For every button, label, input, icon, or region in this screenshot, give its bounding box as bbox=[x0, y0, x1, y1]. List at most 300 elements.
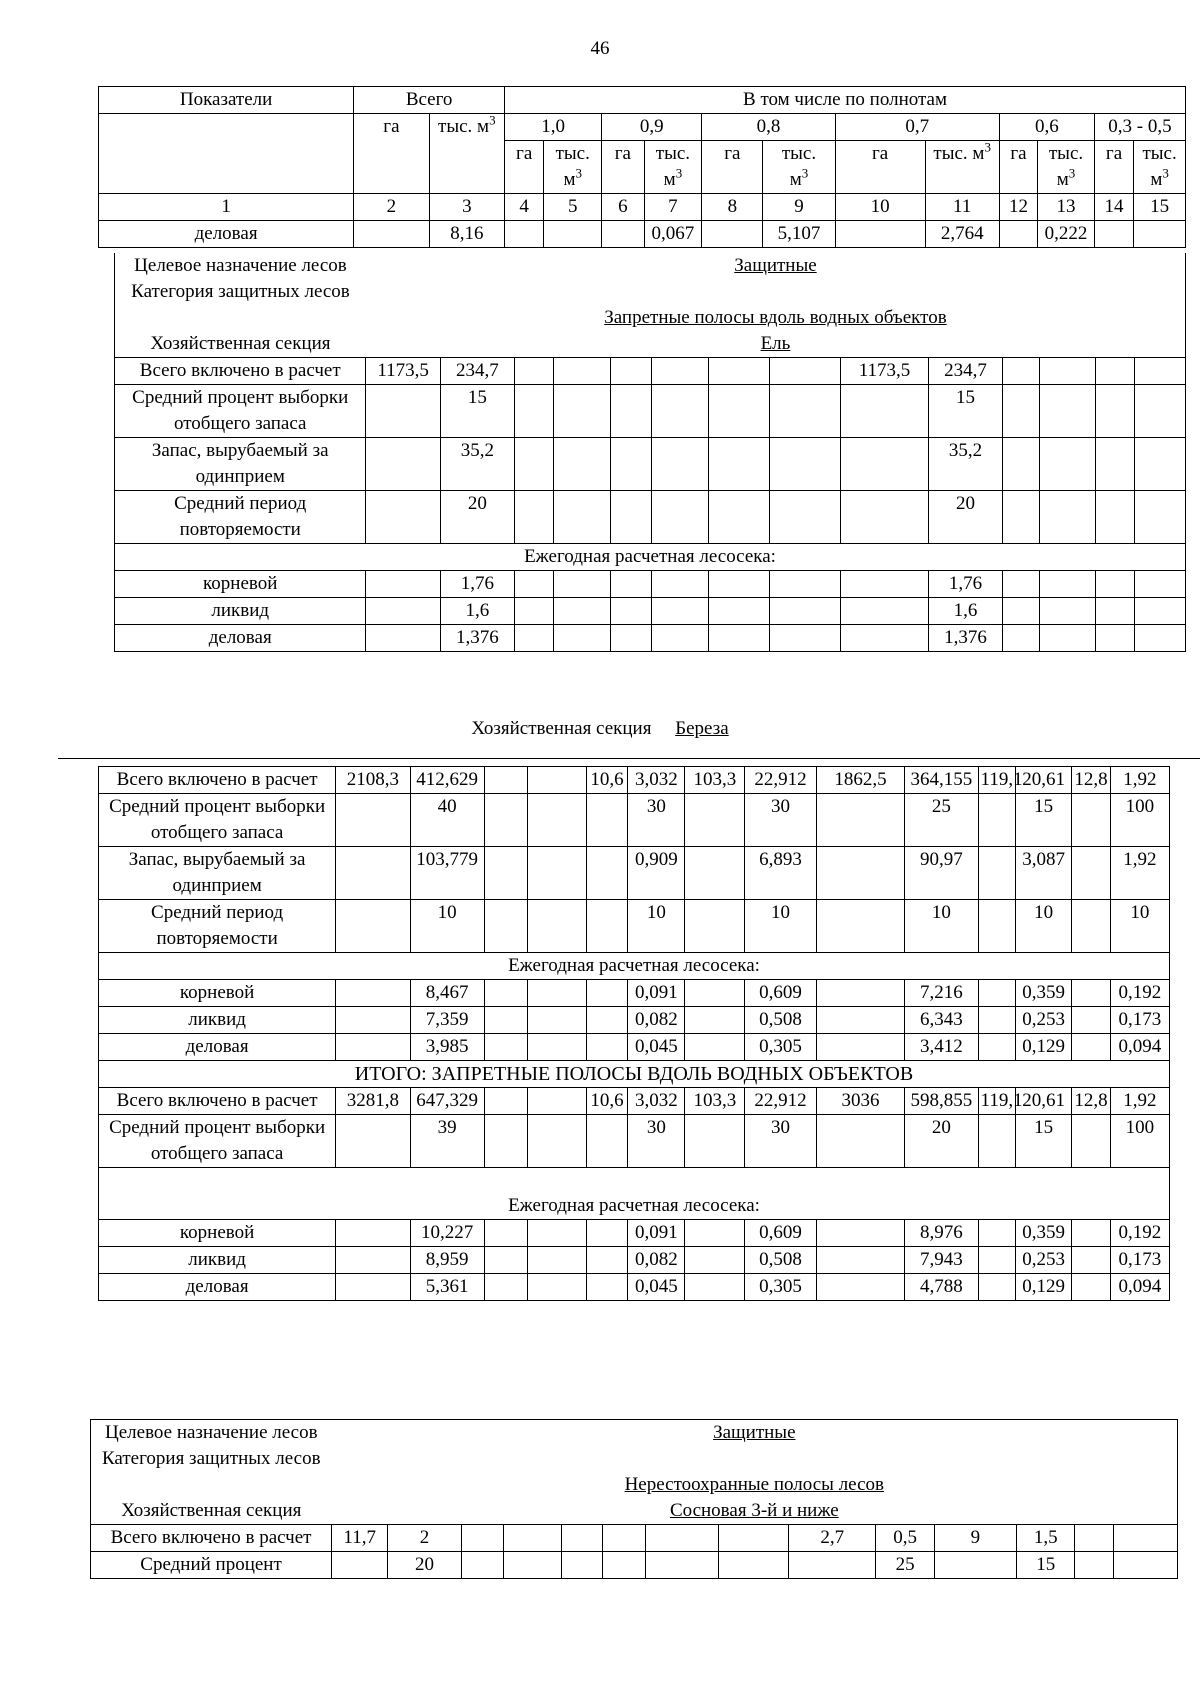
table-cell: 12,8 bbox=[1072, 767, 1111, 794]
table-cell: 0,5 bbox=[876, 1525, 934, 1552]
sub-ha: га bbox=[602, 141, 644, 194]
table-cell bbox=[1072, 900, 1111, 953]
table-cell bbox=[1134, 358, 1185, 385]
header-by-density: В том числе по полнотам bbox=[505, 87, 1186, 114]
table-cell bbox=[366, 438, 440, 491]
table-cell bbox=[366, 571, 440, 598]
table-cell bbox=[1072, 1274, 1111, 1301]
table-cell bbox=[816, 1220, 905, 1247]
sub-thous: тыс. $м^3$ bbox=[763, 141, 835, 194]
table-cell: 10,6 bbox=[586, 1088, 628, 1115]
table-cell bbox=[503, 1552, 561, 1579]
table-cell bbox=[702, 221, 763, 248]
section-table-sosnovaya bbox=[90, 1419, 1178, 1579]
table-cell: 3,087 bbox=[1016, 847, 1072, 900]
table-cell bbox=[366, 491, 440, 544]
column-number: 14 bbox=[1094, 194, 1133, 221]
sub-thous: тыс. $м^3$ bbox=[1134, 141, 1186, 194]
total-title: ИТОГО: ЗАПРЕТНЫЕ ПОЛОСЫ ВДОЛЬ ВОДНЫХ ОБЪЕКТОВ bbox=[99, 1061, 1170, 1088]
table-cell: 0,173 bbox=[1110, 1247, 1169, 1274]
table-cell: 0,045 bbox=[628, 1034, 685, 1061]
table-cell bbox=[610, 571, 652, 598]
table-cell: 4,788 bbox=[905, 1274, 978, 1301]
table-cell bbox=[484, 1007, 527, 1034]
density-0-6: 0,6 bbox=[999, 114, 1094, 141]
table-cell bbox=[332, 1552, 388, 1579]
table-cell: 234,7 bbox=[929, 358, 1002, 385]
table-cell: 2,7 bbox=[789, 1525, 876, 1552]
table-cell bbox=[685, 1247, 745, 1274]
header-thous-m3: тыс. $м^3$ bbox=[429, 114, 504, 194]
table-cell bbox=[769, 358, 840, 385]
table-cell bbox=[336, 1007, 410, 1034]
table-cell: 30 bbox=[628, 794, 685, 847]
table-cell bbox=[816, 1034, 905, 1061]
table-cell bbox=[685, 1220, 745, 1247]
table-cell bbox=[527, 1247, 586, 1274]
table-cell bbox=[652, 571, 709, 598]
table-cell bbox=[527, 1220, 586, 1247]
table-cell bbox=[515, 625, 554, 652]
table-cell: 0,082 bbox=[628, 1247, 685, 1274]
table-cell: 0,609 bbox=[745, 980, 816, 1007]
row-label: Средний процент выборки отобщего запаса bbox=[99, 794, 336, 847]
table-cell: 0,909 bbox=[628, 847, 685, 900]
table-cell: 0,508 bbox=[745, 1247, 816, 1274]
table-cell bbox=[515, 571, 554, 598]
annual-cut-title: Ежегодная расчетная лесосека: bbox=[99, 953, 1170, 980]
table-cell bbox=[652, 385, 709, 438]
table-cell: 7,216 bbox=[905, 980, 978, 1007]
table-cell bbox=[835, 221, 925, 248]
table-cell bbox=[586, 980, 628, 1007]
table-cell: 100 bbox=[1110, 1115, 1169, 1168]
table-cell bbox=[1002, 358, 1040, 385]
table-cell bbox=[934, 1552, 1016, 1579]
table-cell bbox=[336, 1034, 410, 1061]
table-cell: 1,376 bbox=[440, 625, 514, 652]
table-cell bbox=[1002, 385, 1040, 438]
sub-thous: тыс. $м^3$ bbox=[544, 141, 602, 194]
table-cell bbox=[354, 221, 429, 248]
column-number: 12 bbox=[999, 194, 1037, 221]
table-cell: 0,094 bbox=[1110, 1274, 1169, 1301]
table-cell bbox=[610, 598, 652, 625]
table-cell bbox=[484, 767, 527, 794]
row-label: деловая bbox=[99, 221, 354, 248]
row-label: Запас, вырубаемый за одинприем bbox=[115, 438, 366, 491]
table-row bbox=[115, 358, 1186, 385]
table-cell: 7,359 bbox=[410, 1007, 484, 1034]
divider bbox=[58, 758, 1200, 759]
table-cell: 8,976 bbox=[905, 1220, 978, 1247]
row-label: ликвид bbox=[99, 1247, 336, 1274]
row-label: деловая bbox=[99, 1274, 336, 1301]
section-table-el bbox=[114, 253, 1186, 652]
category-label: Категория защитных лесов bbox=[115, 279, 366, 331]
table-cell bbox=[610, 358, 652, 385]
table-cell: 103,3 bbox=[685, 767, 745, 794]
table-cell bbox=[1040, 491, 1096, 544]
table-cell: 15 bbox=[1016, 1115, 1072, 1168]
table-cell bbox=[1075, 1525, 1113, 1552]
purpose-label: Целевое назначение лесов bbox=[115, 253, 366, 279]
row-label: Запас, вырубаемый за одинприем bbox=[99, 847, 336, 900]
column-number: 11 bbox=[925, 194, 999, 221]
table-cell bbox=[1072, 1034, 1111, 1061]
table-cell: 0,067 bbox=[644, 221, 702, 248]
table-cell: 1,6 bbox=[440, 598, 514, 625]
table-cell bbox=[484, 1115, 527, 1168]
density-0-8: 0,8 bbox=[702, 114, 835, 141]
table-cell bbox=[527, 1115, 586, 1168]
table-cell: 0,508 bbox=[745, 1007, 816, 1034]
table-cell bbox=[685, 1007, 745, 1034]
table-cell bbox=[527, 1034, 586, 1061]
table-row bbox=[115, 385, 1186, 438]
table-cell bbox=[503, 1525, 561, 1552]
table-cell: 35,2 bbox=[929, 438, 1002, 491]
row-label: Средний процент bbox=[91, 1552, 332, 1579]
table-cell: 8,467 bbox=[410, 980, 484, 1007]
table-row bbox=[99, 767, 1170, 794]
table-cell: 3036 bbox=[816, 1088, 905, 1115]
table-cell bbox=[709, 571, 769, 598]
table-cell bbox=[461, 1525, 503, 1552]
sub-ha: га bbox=[999, 141, 1037, 194]
section-value: Сосновая 3-й и ниже bbox=[669, 1500, 839, 1521]
table-cell bbox=[527, 767, 586, 794]
row-label: Средний процент выборки отобщего запаса bbox=[99, 1115, 336, 1168]
table-cell: 10 bbox=[410, 900, 484, 953]
table-row bbox=[99, 1007, 1170, 1034]
table-cell bbox=[652, 438, 709, 491]
table-cell bbox=[685, 980, 745, 1007]
row-label: Всего включено в расчет bbox=[99, 1088, 336, 1115]
table-cell bbox=[978, 980, 1016, 1007]
table-cell: 10 bbox=[745, 900, 816, 953]
table-cell bbox=[978, 1034, 1016, 1061]
table-cell bbox=[1134, 625, 1185, 652]
header-ha: га bbox=[354, 114, 429, 194]
table-cell: 1,376 bbox=[929, 625, 1002, 652]
table-cell bbox=[527, 1007, 586, 1034]
table-cell: 2108,3 bbox=[336, 767, 410, 794]
table-cell bbox=[1096, 438, 1135, 491]
table-cell: 412,629 bbox=[410, 767, 484, 794]
table-cell bbox=[789, 1552, 876, 1579]
table-cell bbox=[484, 900, 527, 953]
table-cell bbox=[840, 598, 929, 625]
table-row bbox=[99, 1088, 1170, 1115]
table-cell bbox=[515, 598, 554, 625]
column-number: 6 bbox=[602, 194, 644, 221]
table-cell bbox=[769, 385, 840, 438]
table-row bbox=[99, 1220, 1170, 1247]
table-cell bbox=[1040, 358, 1096, 385]
table-cell bbox=[1113, 1525, 1178, 1552]
table-cell bbox=[1040, 571, 1096, 598]
table-cell: 0,129 bbox=[1016, 1274, 1072, 1301]
table-cell: 20 bbox=[388, 1552, 461, 1579]
table-cell bbox=[718, 1525, 788, 1552]
table-cell bbox=[646, 1525, 718, 1552]
table-cell: 0,359 bbox=[1016, 1220, 1072, 1247]
table-cell bbox=[562, 1525, 603, 1552]
table-cell bbox=[553, 491, 610, 544]
section-label: Хозяйственная секция bbox=[115, 331, 366, 358]
table-cell bbox=[1096, 598, 1135, 625]
column-number: 13 bbox=[1038, 194, 1095, 221]
table-cell bbox=[586, 1274, 628, 1301]
table-cell: 30 bbox=[628, 1115, 685, 1168]
table-cell: 15 bbox=[1017, 1552, 1075, 1579]
table-cell: 20 bbox=[440, 491, 514, 544]
table-cell: 5,107 bbox=[763, 221, 835, 248]
table-cell bbox=[336, 1247, 410, 1274]
density-0-7: 0,7 bbox=[835, 114, 999, 141]
table-cell bbox=[527, 1088, 586, 1115]
table-cell: 0,094 bbox=[1110, 1034, 1169, 1061]
table-cell bbox=[553, 385, 610, 438]
table-cell: 1173,5 bbox=[840, 358, 929, 385]
column-number: 15 bbox=[1134, 194, 1186, 221]
table-cell bbox=[1134, 385, 1185, 438]
row-label: Средний период повторяемости bbox=[115, 491, 366, 544]
table-cell: 20,61 bbox=[1016, 1088, 1072, 1115]
column-number: 8 bbox=[702, 194, 763, 221]
table-cell: 1,5 bbox=[1017, 1525, 1075, 1552]
table-cell: 40 bbox=[410, 794, 484, 847]
sub-thous: тыс. $м^3$ bbox=[1038, 141, 1095, 194]
row-label: деловая bbox=[99, 1034, 336, 1061]
table-cell bbox=[484, 794, 527, 847]
table-cell bbox=[553, 571, 610, 598]
row-label: Всего включено в расчет bbox=[99, 767, 336, 794]
table-cell: 3,985 bbox=[410, 1034, 484, 1061]
table-cell: 100 bbox=[1110, 794, 1169, 847]
table-cell bbox=[840, 491, 929, 544]
table-cell bbox=[366, 598, 440, 625]
table-cell bbox=[1072, 1007, 1111, 1034]
table-row bbox=[91, 1525, 1178, 1552]
section-value: Ель bbox=[760, 333, 791, 354]
row-label: ликвид bbox=[115, 598, 366, 625]
table-cell: 0,173 bbox=[1110, 1007, 1169, 1034]
table-cell bbox=[718, 1552, 788, 1579]
row-label: корневой bbox=[99, 980, 336, 1007]
table-cell: 0,192 bbox=[1110, 1220, 1169, 1247]
sub-ha: га bbox=[1094, 141, 1133, 194]
table-cell bbox=[336, 1115, 410, 1168]
table-cell bbox=[840, 571, 929, 598]
table-cell bbox=[527, 980, 586, 1007]
table-cell bbox=[1096, 571, 1135, 598]
table-cell: 3,412 bbox=[905, 1034, 978, 1061]
table-cell: 20 bbox=[905, 1115, 978, 1168]
table-cell: 0,253 bbox=[1016, 1007, 1072, 1034]
table-cell bbox=[1040, 385, 1096, 438]
table-cell: 35,2 bbox=[440, 438, 514, 491]
table-cell: 30 bbox=[745, 1115, 816, 1168]
table-cell bbox=[610, 625, 652, 652]
column-number: 2 bbox=[354, 194, 429, 221]
table-cell bbox=[586, 1007, 628, 1034]
table-row bbox=[99, 1034, 1170, 1061]
table-cell bbox=[527, 1274, 586, 1301]
header-indicators: Показатели bbox=[99, 87, 354, 114]
table-cell bbox=[685, 900, 745, 953]
table-cell: 1,6 bbox=[929, 598, 1002, 625]
column-number: 5 bbox=[544, 194, 602, 221]
row-label: Средний период повторяемости bbox=[99, 900, 336, 953]
table-cell bbox=[515, 491, 554, 544]
table-cell: 0,609 bbox=[745, 1220, 816, 1247]
table-cell bbox=[1072, 794, 1111, 847]
table-cell bbox=[1072, 1247, 1111, 1274]
table-cell bbox=[461, 1552, 503, 1579]
table-cell bbox=[586, 794, 628, 847]
table-cell bbox=[1072, 1115, 1111, 1168]
table-cell bbox=[646, 1552, 718, 1579]
table-cell: 10 bbox=[1110, 900, 1169, 953]
column-numbers-row bbox=[99, 194, 1186, 221]
table-cell bbox=[366, 625, 440, 652]
table-cell bbox=[816, 1247, 905, 1274]
table-cell: 103,3 bbox=[685, 1088, 745, 1115]
table-cell bbox=[709, 491, 769, 544]
table-cell bbox=[484, 1274, 527, 1301]
table-cell: 1,92 bbox=[1110, 767, 1169, 794]
table-cell: 0,129 bbox=[1016, 1034, 1072, 1061]
table-cell bbox=[586, 1115, 628, 1168]
table-cell bbox=[484, 980, 527, 1007]
section-heading-bereza: Хозяйственная секция Береза bbox=[471, 718, 729, 739]
table-cell: 234,7 bbox=[440, 358, 514, 385]
table-cell bbox=[336, 794, 410, 847]
table-cell bbox=[1040, 625, 1096, 652]
table-cell bbox=[484, 1088, 527, 1115]
table-cell bbox=[709, 438, 769, 491]
table-cell: 15 bbox=[929, 385, 1002, 438]
table-cell bbox=[1072, 1220, 1111, 1247]
table-cell: 10 bbox=[905, 900, 978, 953]
table-cell bbox=[769, 491, 840, 544]
table-cell bbox=[1134, 221, 1186, 248]
table-cell: 8,16 bbox=[429, 221, 504, 248]
purpose-value: Защитные bbox=[713, 1422, 796, 1443]
table-cell bbox=[515, 438, 554, 491]
table-cell: 10 bbox=[628, 900, 685, 953]
table-cell bbox=[840, 385, 929, 438]
table-cell bbox=[840, 625, 929, 652]
table-cell: 6,343 bbox=[905, 1007, 978, 1034]
header-table bbox=[98, 86, 1186, 248]
table-cell: 0,253 bbox=[1016, 1247, 1072, 1274]
table-cell bbox=[603, 1525, 646, 1552]
table-cell bbox=[602, 221, 644, 248]
table-cell: 6,893 bbox=[745, 847, 816, 900]
row-label: Всего включено в расчет bbox=[91, 1525, 332, 1552]
table-cell bbox=[685, 794, 745, 847]
table-cell: 0,091 bbox=[628, 980, 685, 1007]
table-cell bbox=[527, 900, 586, 953]
sub-ha: га bbox=[835, 141, 925, 194]
table-cell bbox=[1134, 491, 1185, 544]
column-number: 7 bbox=[644, 194, 702, 221]
sub-thous-m3: тыс. $м^3$ bbox=[925, 141, 999, 194]
table-cell: 598,855 bbox=[905, 1088, 978, 1115]
table-cell: 10,227 bbox=[410, 1220, 484, 1247]
table-cell: 2 bbox=[388, 1525, 461, 1552]
table-cell: 90,97 bbox=[905, 847, 978, 900]
table-cell bbox=[816, 794, 905, 847]
table-cell bbox=[586, 1247, 628, 1274]
sub-thous: тыс. $м^3$ bbox=[644, 141, 702, 194]
table-cell: 0,305 bbox=[745, 1034, 816, 1061]
table-cell bbox=[978, 1247, 1016, 1274]
table-row bbox=[99, 1247, 1170, 1274]
table-cell bbox=[1134, 571, 1185, 598]
table-cell bbox=[1096, 625, 1135, 652]
table-cell: 10,6 bbox=[586, 767, 628, 794]
table-cell bbox=[553, 625, 610, 652]
table-cell bbox=[603, 1552, 646, 1579]
table-cell: 1,92 bbox=[1110, 847, 1169, 900]
category-label: Категория защитных лесов bbox=[91, 1446, 332, 1498]
table-cell: 20 bbox=[929, 491, 1002, 544]
table-cell: 3,032 bbox=[628, 1088, 685, 1115]
table-cell: 364,155 bbox=[905, 767, 978, 794]
table-cell: 0,091 bbox=[628, 1220, 685, 1247]
table-cell: 0,359 bbox=[1016, 980, 1072, 1007]
table-cell bbox=[978, 1220, 1016, 1247]
table-cell: 20,61 bbox=[1016, 767, 1072, 794]
column-number: 3 bbox=[429, 194, 504, 221]
table-cell bbox=[652, 625, 709, 652]
table-cell bbox=[769, 438, 840, 491]
table-cell: 12,8 bbox=[1072, 1088, 1111, 1115]
table-cell bbox=[816, 980, 905, 1007]
table-cell: 22,912 bbox=[745, 767, 816, 794]
table-cell bbox=[336, 1274, 410, 1301]
table-row bbox=[115, 598, 1186, 625]
table-cell: 3281,8 bbox=[336, 1088, 410, 1115]
header-blank bbox=[99, 114, 354, 194]
table-cell bbox=[484, 1247, 527, 1274]
table-cell bbox=[709, 385, 769, 438]
table-cell bbox=[816, 1274, 905, 1301]
table-cell bbox=[1096, 491, 1135, 544]
table-row bbox=[115, 438, 1186, 491]
table-cell: 119,1 bbox=[978, 1088, 1016, 1115]
table-cell bbox=[652, 358, 709, 385]
table-cell bbox=[978, 1274, 1016, 1301]
column-number: 1 bbox=[99, 194, 354, 221]
density-0-9: 0,9 bbox=[602, 114, 702, 141]
table-row bbox=[99, 794, 1170, 847]
table-cell bbox=[553, 438, 610, 491]
table-cell bbox=[1075, 1552, 1113, 1579]
table-row bbox=[99, 1115, 1170, 1168]
table-cell bbox=[1002, 571, 1040, 598]
table-cell bbox=[1002, 598, 1040, 625]
table-cell bbox=[562, 1552, 603, 1579]
table-cell: 0,222 bbox=[1038, 221, 1095, 248]
column-number: 9 bbox=[763, 194, 835, 221]
purpose-value: Защитные bbox=[734, 255, 817, 276]
row-label: корневой bbox=[115, 571, 366, 598]
